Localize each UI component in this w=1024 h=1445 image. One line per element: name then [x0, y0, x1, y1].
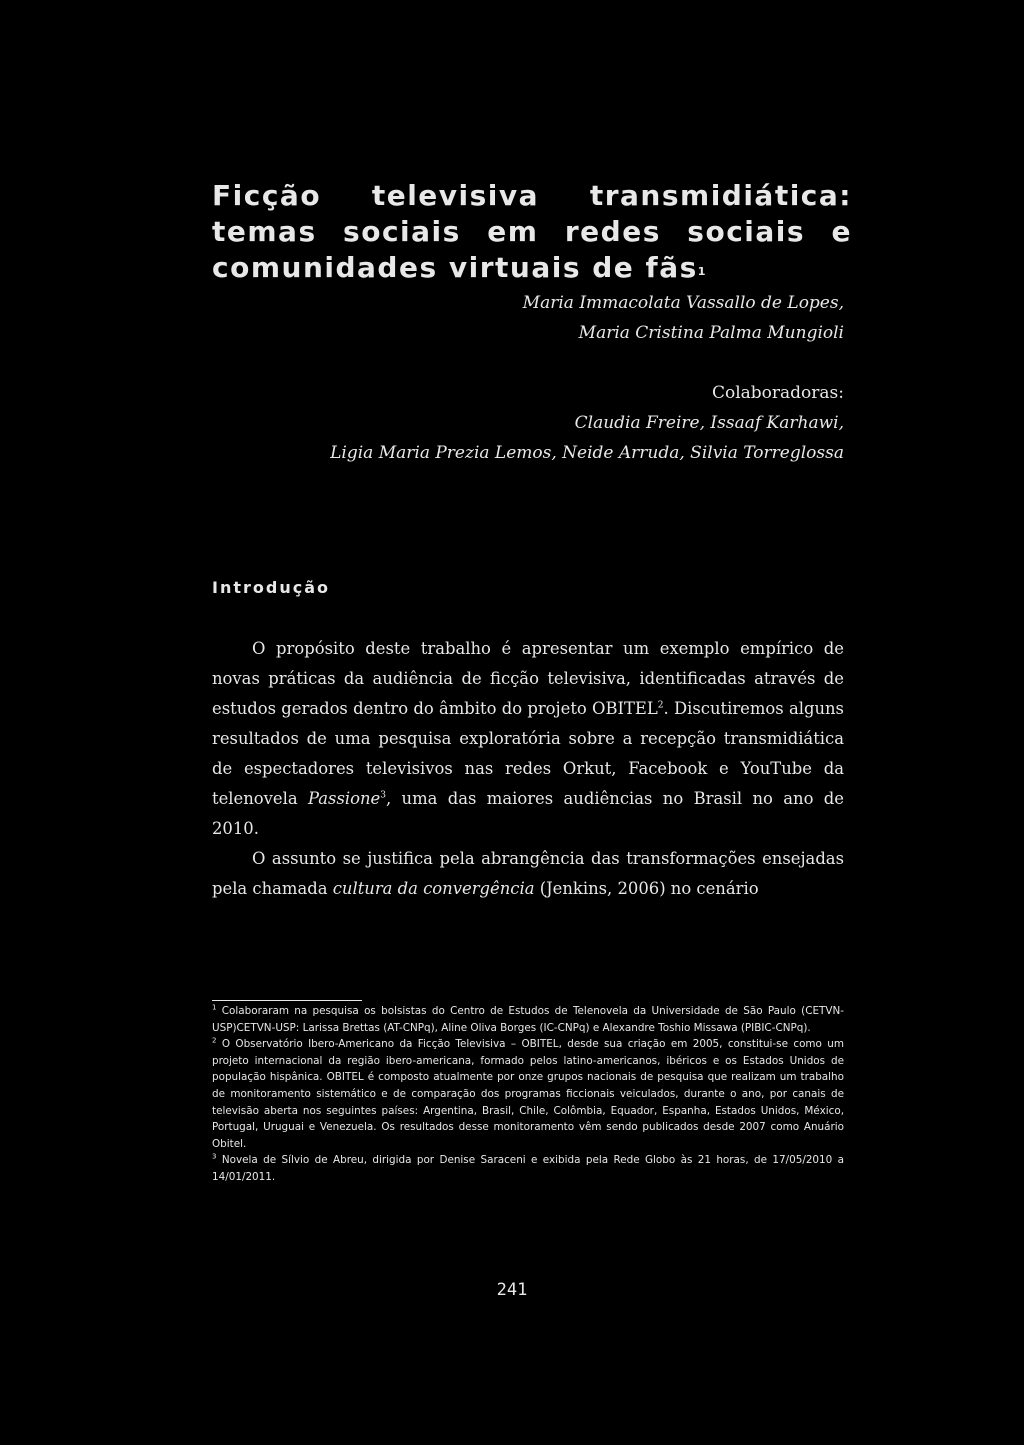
collaborators-label: Colaboradoras:: [711, 383, 844, 403]
body-text: [212, 634, 844, 904]
footnote: [212, 1036, 844, 1152]
footnote-text: Novela de Sílvio de Abreu, dirigida por Denise Saraceni e exibida pela Rede Globo às 21 horas, de 17/05/2010 a 14/01/2011.: [212, 1154, 844, 1183]
footnotes: [212, 1003, 844, 1186]
authors-block: [523, 288, 844, 348]
footnote-text: Colaboraram na pesquisa os bolsistas do Centro de Estudos de Telenovela da Universidade de São Paulo (CETVN-USP)CETVN-USP: Larissa Brettas (AT-CNPq), Aline Oliva Borges (IC-CNPq) e Alexandre Toshio Missawa (PIBIC-CNPq).: [212, 1005, 844, 1034]
footnote: [212, 1152, 844, 1185]
footnote-ref: 2: [657, 700, 664, 711]
italic-title: Passione: [307, 789, 381, 808]
footnote: [212, 1003, 844, 1036]
paragraph-text: . Discutiremos alguns resultados de uma pesquisa exploratória sobre a recepção transmidiática de espectadores televisivos nas redes Orkut, Facebook e YouTube da telenovela: [212, 699, 844, 808]
paragraph-text: (Jenkins, 2006) no cenário: [534, 879, 759, 898]
author-line: Maria Immacolata Vassallo de Lopes,: [522, 293, 844, 313]
paragraph-text: , uma das maiores audiências no Brasil no ano de 2010.: [212, 789, 844, 838]
section-heading: Introdução: [212, 578, 330, 597]
collaborators-block: [330, 378, 844, 468]
article-title: [212, 178, 852, 286]
paragraph-text: O propósito deste trabalho é apresentar um exemplo empírico de novas práticas da audiência de ficção televisiva, identificadas através de estudos gerados dentro do âmbito do projeto OBITEL: [212, 639, 844, 718]
footnote-text: O Observatório Ibero-Americano da Ficção Televisiva – OBITEL, desde sua criação em 2005, constitui-se como um projeto internacional da região ibero-americana, formado pelos latino-americanos, ibéricos e os Estados Unidos de população hispânica. OBITEL é composto atualmente por onze grupos nacionais de pesquisa que realizam um trabalho de monitoramento sistemático e de comparação dos programas ficcionais veiculados, durante o ano, por canais de televisão aberta nos seguintes países: Argentina, Brasil, Chile, Colômbia, Equador, Espanha, Estados Unidos, México, Portugal, Uruguai e Venezuela. Os resultados desse monitoramento vêm sendo publicados desde 2007 como Anuário Obitel.: [212, 1038, 844, 1150]
footnote-divider: [212, 1000, 362, 1001]
footnote-mark: 2: [212, 1036, 217, 1045]
paragraph-text: O assunto se justifica pela abrangência das transformações ensejadas pela chamada: [212, 849, 844, 898]
italic-term: cultura da convergência: [332, 879, 535, 898]
title-footnote-mark: 1: [697, 265, 706, 278]
footnote-mark: 1: [212, 1003, 217, 1012]
article-title-text: Ficção televisiva transmidiática: temas sociais em redes sociais e comunidades virtuais de fãs: [212, 179, 852, 284]
footnote-ref: 3: [380, 790, 386, 801]
paragraph: [212, 844, 844, 904]
page-number: 241: [496, 1280, 528, 1300]
author-line: Maria Cristina Palma Mungioli: [578, 323, 844, 343]
collaborators-line: Ligia Maria Prezia Lemos, Neide Arruda, Silvia Torreglossa: [330, 443, 844, 463]
paragraph: [212, 634, 844, 844]
collaborators-line: Claudia Freire, Issaaf Karhawi,: [574, 413, 844, 433]
footnote-mark: 3: [212, 1152, 217, 1161]
